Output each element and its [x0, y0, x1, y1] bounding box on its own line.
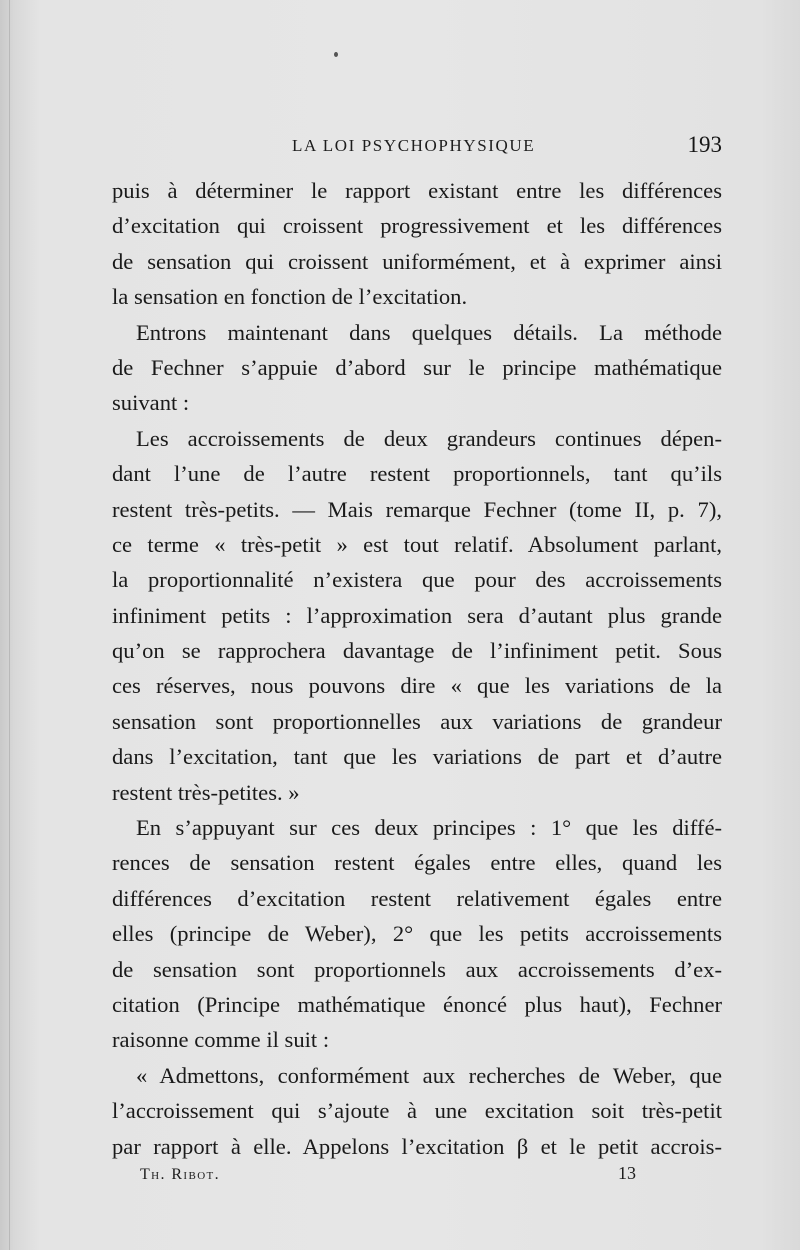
footer-author: Th. Ribot.	[140, 1166, 221, 1183]
text-line: Entrons maintenant dans quelques détails. La méthode	[136, 319, 722, 345]
text-line: d’excitation qui croissent progressivement et les différences	[112, 213, 722, 239]
text-line: infiniment petits : l’approximation sera d’autant plus grande	[112, 602, 722, 628]
text-line: l’accroissement qui s’ajoute à une excitation soit très-petit	[112, 1098, 722, 1124]
text-line: de Fechner s’appuie d’abord sur le principe mathématique	[112, 354, 722, 380]
text-line: par rapport à elle. Appelons l’excitation β et le petit accrois-	[112, 1133, 722, 1159]
running-title: LA LOI PSYCHOPHYSIQUE	[292, 136, 536, 155]
page-footer	[140, 1163, 660, 1192]
text-line: En s’appuyant sur ces deux principes : 1° que les diffé-	[136, 815, 722, 841]
text-line: Les accroissements de deux grandeurs continues dépen-	[136, 425, 722, 451]
ink-speck	[334, 52, 338, 57]
page-gutter	[9, 0, 10, 1250]
page-header	[112, 130, 722, 160]
body-text	[112, 173, 722, 1164]
text-line: de sensation qui croissent uniformément, et à exprimer ainsi	[112, 248, 722, 274]
text-line: dans l’excitation, tant que les variations de part et d’autre	[112, 744, 722, 770]
signature-mark: 13	[618, 1163, 636, 1183]
text-line: ces réserves, nous pouvons dire « que les variations de la	[112, 673, 722, 699]
text-line: restent très-petits. — Mais remarque Fechner (tome II, p. 7),	[112, 496, 722, 522]
text-line: citation (Principe mathématique énoncé plus haut), Fechner	[112, 991, 722, 1017]
text-line: « Admettons, conformément aux recherches de Weber, que	[136, 1062, 722, 1088]
text-line: sensation sont proportionnelles aux variations de grandeur	[112, 708, 722, 734]
text-line: qu’on se rapprochera davantage de l’infiniment petit. Sous	[112, 638, 722, 664]
page-number: 193	[687, 132, 722, 157]
text-line: ce terme « très-petit » est tout relatif. Absolument parlant,	[112, 531, 722, 557]
text-line: la sensation en fonction de l’excitation.	[112, 284, 468, 310]
text-line: différences d’excitation restent relativement égales entre	[112, 885, 722, 911]
text-line: elles (principe de Weber), 2° que les petits accroissements	[112, 921, 722, 947]
text-line: raisonne comme il suit :	[112, 1027, 330, 1053]
text-line: rences de sensation restent égales entre elles, quand les	[112, 850, 722, 876]
text-line: suivant :	[112, 390, 190, 416]
text-line: puis à déterminer le rapport existant entre les différences	[112, 178, 722, 203]
text-line: la proportionnalité n’existera que pour des accroissements	[112, 567, 722, 593]
text-line: de sensation sont proportionnels aux accroissements d’ex-	[112, 956, 722, 982]
text-line: dant l’une de l’autre restent proportionnels, tant qu’ils	[112, 461, 722, 487]
text-line: restent très-petites. »	[112, 779, 300, 805]
